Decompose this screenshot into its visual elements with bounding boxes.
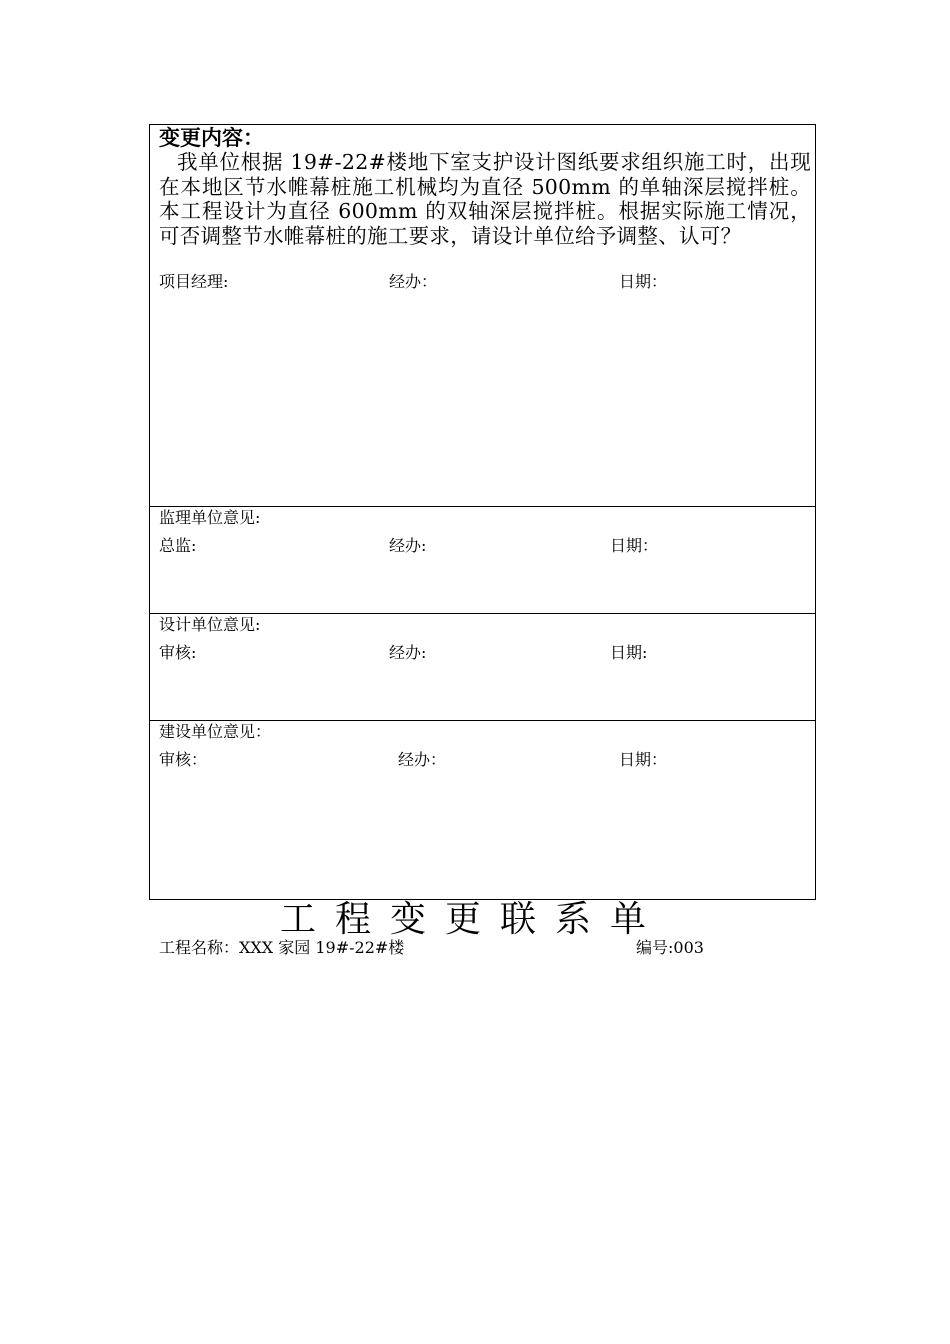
builder-opinion-label: 建设单位意见： [159,722,272,741]
design-review-label: 审核: [159,643,197,662]
supervision-section [150,506,815,614]
change-date-label: 日期： [619,272,668,291]
builder-handler-label: 经办： [398,750,447,769]
form-title: 工程变更联系单 [280,899,666,940]
design-handler-label: 经办: [389,643,427,662]
project-manager-label: 项目经理: [159,272,229,291]
change-content-heading: 变更内容： [159,125,264,150]
change-content-body: 我单位根据 19#-22#楼地下室支护设计图纸要求组织施工时，出现在本地区节水帷幕桩施工机械均为直径 500mm 的单轴深层搅拌桩。本工程设计为直径 600mm 的双轴深层搅拌桩。根据实际施工情况，可否调整节水帷幕桩的施工要求，请设计单位给予调整、认可？ [159,150,811,248]
builder-section [150,720,815,899]
supervision-handler-label: 经办: [389,536,427,555]
change-handler-label: 经办： [389,272,438,291]
design-date-label: 日期: [610,643,648,662]
change-form-table [149,124,816,900]
design-section [150,613,815,721]
builder-date-label: 日期： [619,750,668,769]
change-content-section [150,125,815,507]
builder-review-label: 审核： [159,750,208,769]
chief-supervisor-label: 总监: [159,536,197,555]
supervision-opinion-label: 监理单位意见: [159,508,261,527]
design-opinion-label: 设计单位意见: [159,615,261,634]
serial-number: 编号:003 [636,938,704,957]
project-name: 工程名称：XXX 家园 19#-22#楼 [159,938,405,957]
supervision-date-label: 日期： [610,536,659,555]
